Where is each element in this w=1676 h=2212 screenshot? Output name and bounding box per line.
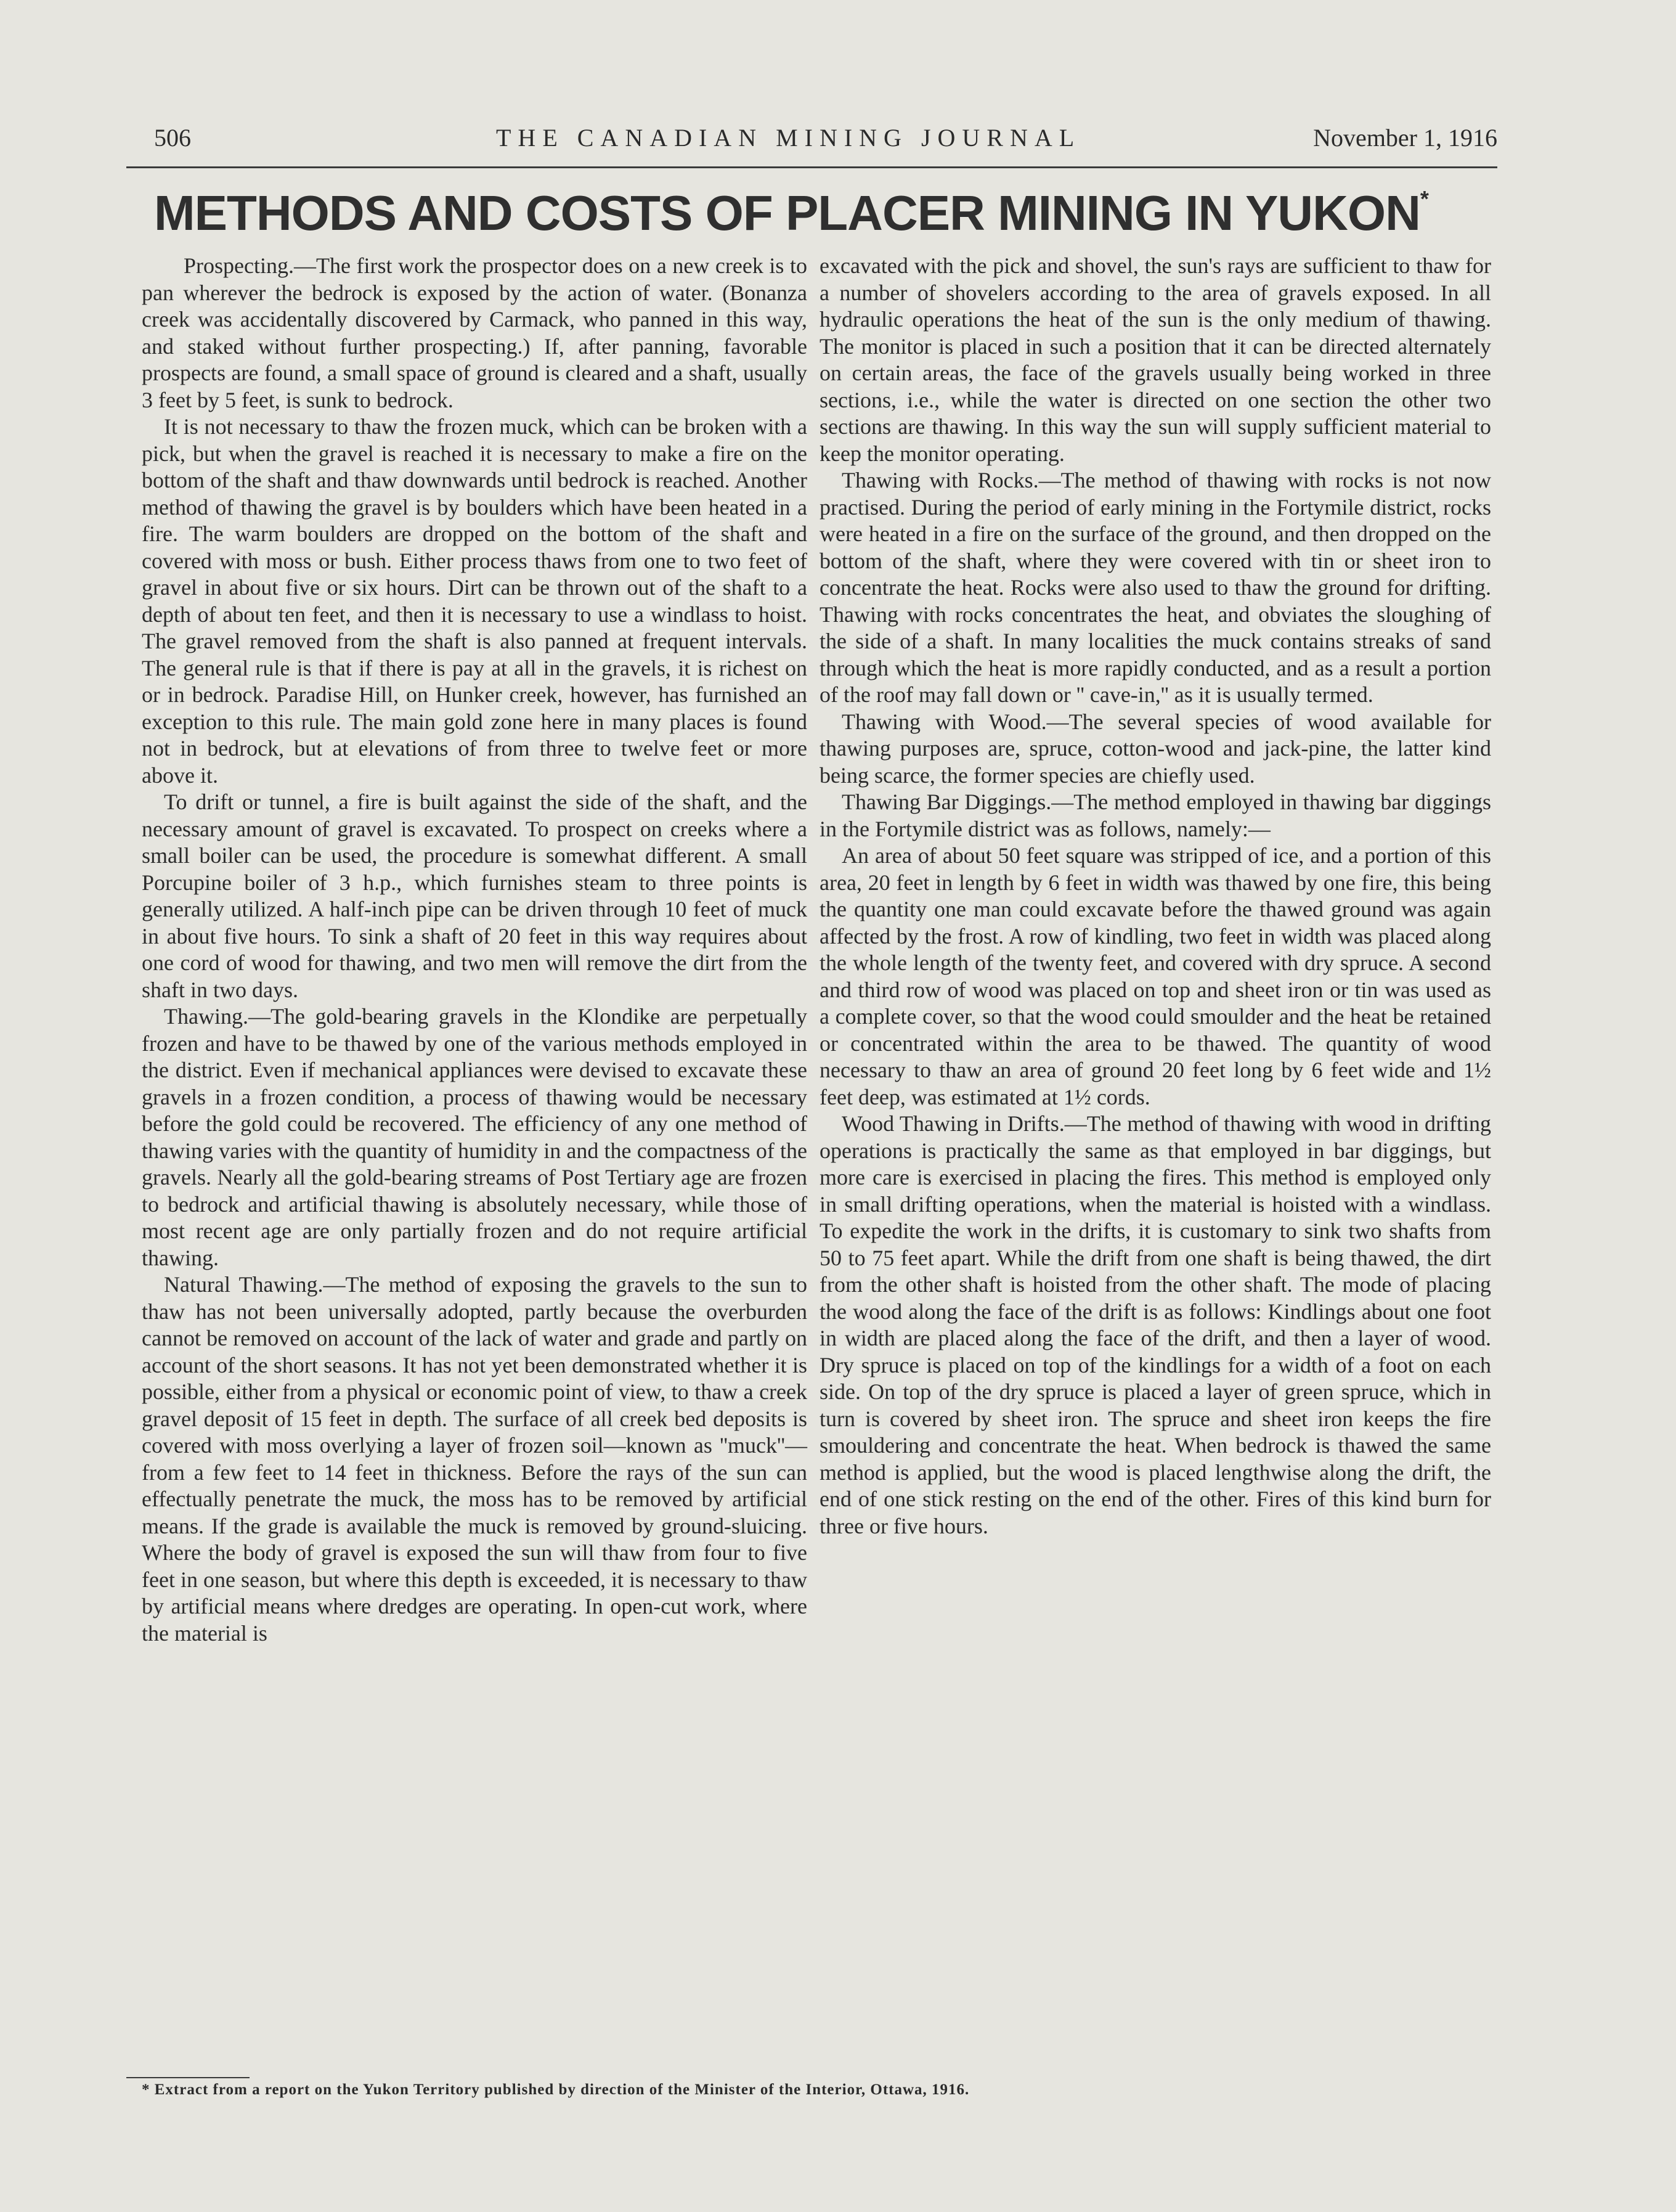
footnote: * Extract from a report on the Yukon Territory published by direction of the Minister of the Interior, Ottawa, 1916. [142,2081,970,2098]
journal-name: THE CANADIAN MINING JOURNAL [496,124,1081,152]
issue-date: November 1, 1916 [1313,124,1497,152]
paragraph: Thawing Bar Diggings.—The method employed in thawing bar diggings in the Fortymile district was as follows, namely:— [820,790,1491,841]
paragraph: Natural Thawing.—The method of exposing the gravels to the sun to thaw has not been universally adopted, partly because the overburden cannot be removed on account of the lack of water and grade and partly on account of the short seasons. It has not yet been demonstrated whether it is possible, either from a physical or economic point of view, to thaw a creek gravel deposit of 15 feet in depth. The surface of all creek bed deposits is covered with moss overlying a layer of frozen soil—known as ''muck''—from a few feet to 14 feet in thickness. Before the rays of the sun can effectually penetrate the muck, the moss has to be removed by artificial means. If the grade is available the muck is removed by ground-sluicing. Where the body of gravel is exposed the sun will thaw from four to five feet in one season, but where this depth is exceeded, it is necessary to thaw by artificial means where dredges are operating. In open-cut work, where the material is [142,1272,807,1646]
right-column [820,253,1491,1540]
paragraph: Thawing with Rocks.—The method of thawing with rocks is not now practised. During the period of early mining in the Fortymile district, rocks were heated in a fire on the surface of the ground, and then dropped on the bottom of the shaft, where they were covered with tin or sheet iron to concentrate the heat. Rocks were also used to thaw the ground for drifting. Thawing with rocks concentrates the heat, and obviates the sloughing of the side of a shaft. In many localities the muck contains streaks of sand through which the heat is more rapidly conducted, and as a result a portion of the roof may fall down or '' cave-in,'' as it is usually termed. [820,468,1491,707]
paragraph: excavated with the pick and shovel, the sun's rays are sufficient to thaw for a number of shovelers according to the area of gravels exposed. In all hydraulic operations the heat of the sun is the only medium of thawing. The monitor is placed in such a position that it can be directed alternately on certain areas, the face of the gravels usually being worked in three sections, i.e., while the water is directed on one section the other two sections are thawing. In this way the sun will supply sufficient material to keep the monitor operating. [820,253,1491,466]
paragraph: It is not necessary to thaw the frozen muck, which can be broken with a pick, but when the gravel is reached it is necessary to make a fire on the bottom of the shaft and thaw downwards until bedrock is reached. Another method of thawing the gravel is by boulders which have been heated in a fire. The warm boulders are dropped on the bottom of the shaft and covered with moss or bush. Either process thaws from one to two feet of gravel in about five or six hours. Dirt can be thrown out of the shaft to a depth of about ten feet, and then it is necessary to use a windlass to hoist. The gravel removed from the shaft is also panned at frequent intervals. The general rule is that if there is pay at all in the gravels, it is richest on or in bedrock. Paradise Hill, on Hunker creek, however, has furnished an exception to this rule. The main gold zone here in many places is found not in bedrock, but at elevations of from three to twelve feet or more above it. [142,414,807,788]
page-number: 506 [154,124,191,152]
paragraph: Thawing with Wood.—The several species of wood available for thawing purposes are, spruce, cotton-wood and jack-pine, the latter kind being scarce, the former species are chiefly used. [820,709,1491,788]
footnote-marker: * [1420,186,1428,211]
paragraph: To drift or tunnel, a fire is built against the side of the shaft, and the necessary amount of gravel is excavated. To prospect on creeks where a small boiler can be used, the procedure is somewhat different. A small Porcupine boiler of 3 h.p., which furnishes steam to three points is generally utilized. A half-inch pipe can be driven through 10 feet of muck in about five hours. To sink a shaft of 20 feet in this way requires about one cord of wood for thawing, and two men will remove the dirt from the shaft in two days. [142,790,807,1002]
article-title [154,185,1510,242]
page-header [154,123,1497,166]
left-column [142,253,807,1647]
article-title-text: METHODS AND COSTS OF PLACER MINING IN YUKON [154,186,1420,240]
paragraph: Wood Thawing in Drifts.—The method of thawing with wood in drifting operations is practically the same as that employed in bar diggings, but more care is exercised in placing the fires. This method is employed only in small drifting operations, when the material is hoisted with a windlass. To expedite the work in the drifts, it is customary to sink two shafts from 50 to 75 feet apart. While the drift from one shaft is being thawed, the dirt from the other shaft is hoisted from the other shaft. The mode of placing the wood along the face of the drift is as follows: Kindlings about one foot in width are placed along the face of the drift, and then a layer of wood. Dry spruce is placed on top of the kindlings for a width of a foot on each side. On top of the dry spruce is placed a layer of green spruce, which in turn is covered by sheet iron. The spruce and sheet iron keeps the fire smouldering and concentrate the heat. When bedrock is thawed the same method is applied, but the wood is placed lengthwise along the drift, the end of one stick resting on the end of the other. Fires of this kind burn for three or five hours. [820,1111,1491,1538]
paragraph: An area of about 50 feet square was stripped of ice, and a portion of this area, 20 feet in length by 6 feet in width was thawed by one fire, this being the quantity one man could excavate before the thawed ground was again affected by the frost. A row of kindling, two feet in width was placed along the whole length of the twenty feet, and covered with dry spruce. A second and third row of wood was placed on top and sheet iron or tin was used as a complete cover, so that the wood could smoulder and the heat be retained or concentrated within the area to be thawed. The quantity of wood necessary to thaw an area of ground 20 feet long by 6 feet wide and 1½ feet deep, was estimated at 1½ cords. [820,843,1491,1109]
footnote-rule [126,2077,250,2078]
paragraph: Thawing.—The gold-bearing gravels in the Klondike are perpetually frozen and have to be thawed by one of the various methods employed in the district. Even if mechanical appliances were devised to excavate these gravels in a frozen condition, a process of thawing would be necessary before the gold could be recovered. The efficiency of any one method of thawing varies with the quantity of humidity in and the compactness of the gravels. Nearly all the gold-bearing streams of Post Tertiary age are frozen to bedrock and artificial thawing is absolutely necessary, while those of most recent age are only partially frozen and do not require artificial thawing. [142,1004,807,1270]
paragraph: Prospecting.—The first work the prospector does on a new creek is to pan wherever the bedrock is exposed by the action of water. (Bonanza creek was accidentally discovered by Carmack, who panned in this way, and staked without further prospecting.) If, after panning, favorable prospects are found, a small space of ground is cleared and a shaft, usually 3 feet by 5 feet, is sunk to bedrock. [142,253,807,412]
header-rule [126,166,1497,168]
